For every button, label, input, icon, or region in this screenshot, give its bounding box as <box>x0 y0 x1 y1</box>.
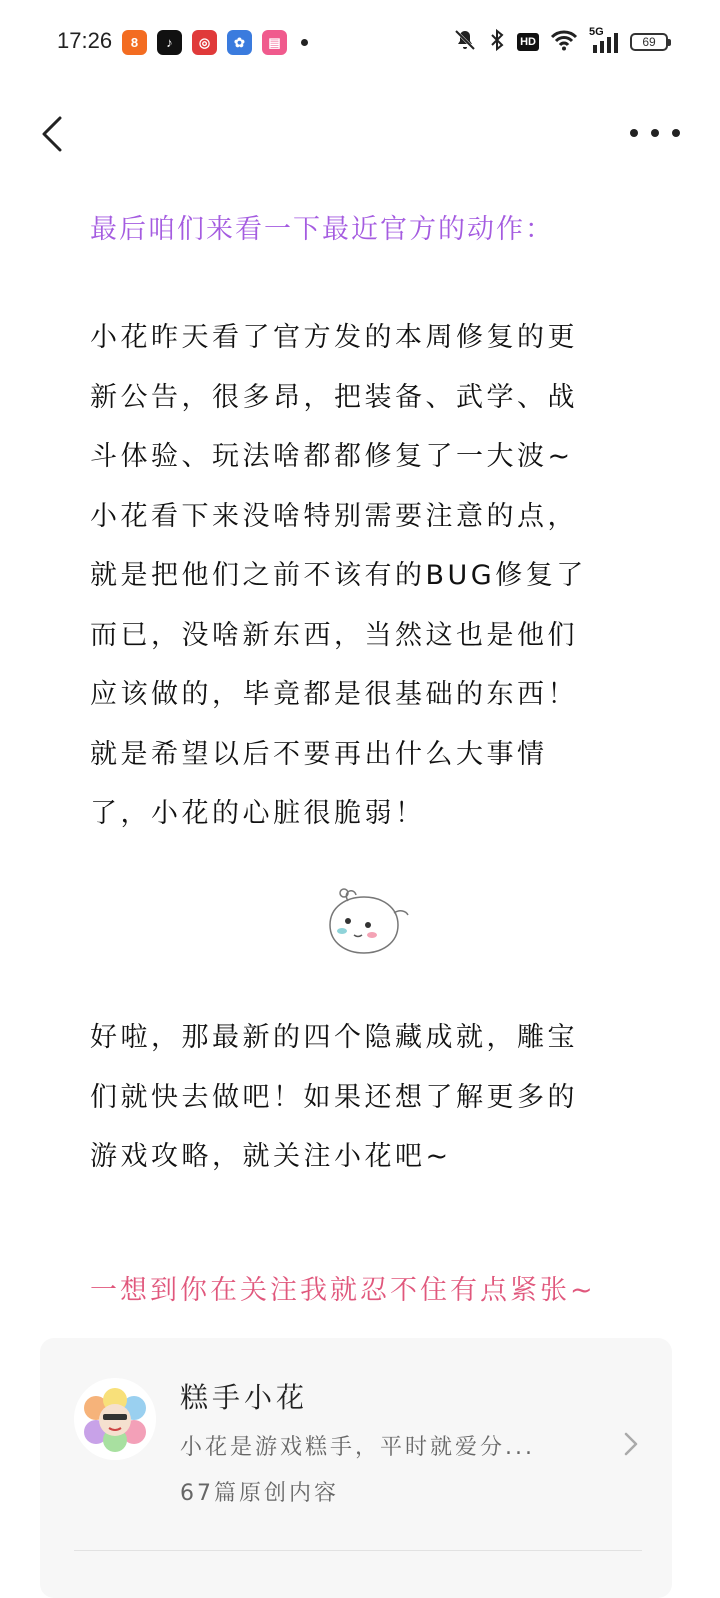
author-bio: 小花是游戏糕手，平时就爱分... <box>180 1435 535 1460</box>
text-line: 游戏攻略，就关注小花吧~ <box>90 1141 452 1172</box>
app-icon-music: ◎ <box>192 30 217 55</box>
app-icon-paw: ✿ <box>227 30 252 55</box>
text-line: 小花看下来没啥特别需要注意的点， <box>90 500 578 532</box>
text-line: 就是希望以后不要再出什么大事情 <box>90 738 548 770</box>
mute-icon <box>453 28 477 56</box>
back-button[interactable] <box>30 112 74 156</box>
hd-badge: HD <box>517 33 539 51</box>
paragraph-update-notes <box>90 308 630 844</box>
top-nav-bar <box>0 100 720 170</box>
wifi-icon <box>550 29 578 55</box>
status-time: 17:26 <box>57 28 113 53</box>
more-dot <box>630 129 638 137</box>
author-avatar[interactable] <box>74 1378 156 1460</box>
more-options-button[interactable] <box>630 118 680 148</box>
article-body <box>90 200 630 1306</box>
closing-line: 一想到你在关注我就忍不住有点紧张~ <box>90 1275 596 1306</box>
status-bar <box>0 0 720 84</box>
app-icon-pink: ▤ <box>262 30 287 55</box>
section-heading: 最后咱们来看一下最近官方的动作： <box>90 214 554 245</box>
chevron-right-icon[interactable] <box>620 1430 642 1458</box>
text-line: 斗体验、玩法啥都都修复了一大波~ <box>90 441 574 472</box>
bluetooth-icon <box>488 28 506 56</box>
author-card[interactable] <box>40 1338 672 1598</box>
signal-icon <box>589 26 619 54</box>
text-line: 们就快去做吧！如果还想了解更多的 <box>90 1081 578 1113</box>
text-line: 小花昨天看了官方发的本周修复的更 <box>90 322 578 353</box>
author-name[interactable]: 糕手小花 <box>180 1381 309 1414</box>
app-icon-tiktok: ♪ <box>157 30 182 55</box>
battery-level: 69 <box>642 35 656 49</box>
more-dot <box>672 129 680 137</box>
notification-app-icons <box>122 30 308 55</box>
more-dot <box>651 129 659 137</box>
text-line: 好啦，那最新的四个隐藏成就，雕宝 <box>90 1022 578 1053</box>
text-line: 而已，没啥新东西，当然这也是他们 <box>90 619 578 651</box>
network-label: 5G <box>589 26 604 38</box>
text-line: 了，小花的心脏很脆弱！ <box>90 798 426 829</box>
card-divider <box>74 1550 642 1551</box>
mascot-sticker <box>318 885 410 957</box>
battery-icon <box>630 33 668 51</box>
chevron-left-icon <box>40 116 64 152</box>
text-line: 就是把他们之前不该有的BUG修复了 <box>90 560 587 591</box>
avatar-image <box>74 1378 156 1460</box>
system-icons <box>453 28 668 56</box>
text-line: 新公告，很多昂，把装备、武学、战 <box>90 381 578 413</box>
text-line: 应该做的，毕竟都是很基础的东西！ <box>90 679 578 710</box>
app-icon-orange: 8 <box>122 30 147 55</box>
paragraph-outro <box>90 1008 630 1187</box>
original-content-count: 67篇原创内容 <box>180 1481 339 1506</box>
more-notifications-dot <box>301 39 308 46</box>
